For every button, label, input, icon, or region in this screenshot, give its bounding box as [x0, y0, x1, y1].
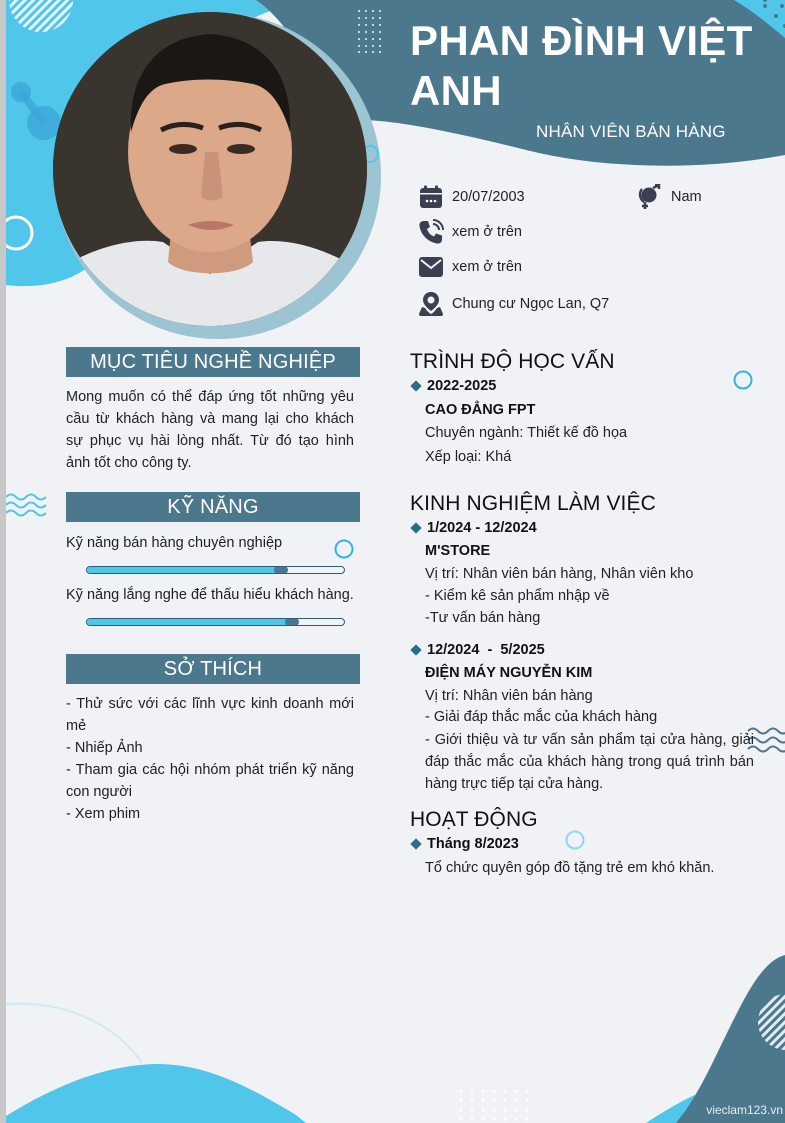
education-line: Xếp loại: Khá	[425, 449, 512, 465]
address-row	[418, 291, 609, 317]
hobbies-heading: SỞ THÍCH	[66, 654, 360, 684]
diamond-bullet-icon	[410, 838, 421, 849]
hobby-item: - Tham gia các hội nhóm phát triển kỹ năng con người	[66, 762, 354, 800]
skill-bar-knob	[285, 618, 299, 626]
email-row	[418, 254, 522, 280]
hobby-item: - Nhiếp Ảnh	[66, 740, 143, 756]
calendar-icon	[418, 184, 444, 210]
watermark: vieclam123.vn	[706, 1103, 783, 1117]
experience-company: ĐIỆN MÁY NGUYỄN KIM	[425, 665, 593, 681]
objective-text: Mong muốn có thể đáp ứng tốt những yêu cầu từ khách hàng và mang lại cho khách sự phục vụ hài lòng nhất. Từ đó tạo hình ảnh tốt cho công ty.	[66, 389, 354, 471]
candidate-name	[410, 16, 770, 116]
activities-heading: HOẠT ĐỘNG	[410, 808, 538, 831]
education-heading: TRÌNH ĐỘ HỌC VẤN	[410, 350, 615, 373]
education-school: CAO ĐẲNG FPT	[425, 402, 536, 418]
experience-company: M'STORE	[425, 543, 491, 559]
hobby-item: - Thử sức với các lĩnh vực kinh doanh mới mẻ	[66, 696, 354, 734]
experience-line: -Tư vấn bán hàng	[425, 610, 541, 626]
skill-label-1: Kỹ năng bán hàng chuyên nghiệp	[66, 535, 283, 551]
experience-period-row	[410, 520, 537, 536]
address-value: Chung cư Ngọc Lan, Q7	[452, 296, 610, 312]
email-value: xem ở trên	[452, 259, 522, 275]
birthday-row	[418, 184, 525, 210]
experience-line: Vị trí: Nhân viên bán hàng	[425, 688, 593, 704]
experience-heading: KINH NGHIỆM LÀM VIỆC	[410, 492, 656, 515]
objective-heading: MỤC TIÊU NGHỀ NGHIỆP	[66, 347, 360, 377]
skill-bar-knob	[274, 566, 288, 574]
experience-period: 12/2024 - 5/2025	[427, 642, 545, 658]
activity-period-row	[410, 836, 519, 852]
skill-label-2: Kỹ năng lắng nghe để thấu hiểu khách hàng.	[66, 587, 354, 603]
gender-icon	[637, 184, 663, 210]
experience-line: - Kiểm kê sản phẩm nhập về	[425, 588, 610, 604]
location-icon	[418, 291, 444, 317]
birthday-value: 20/07/2003	[452, 189, 525, 205]
activity-line: Tổ chức quyên góp đồ tặng trẻ em khó khăn.	[425, 860, 715, 876]
activity-period: Tháng 8/2023	[427, 836, 519, 852]
education-period-row	[410, 378, 496, 394]
diamond-bullet-icon	[410, 644, 421, 655]
skill-bar-fill	[87, 619, 293, 625]
education-period: 2022-2025	[427, 378, 497, 394]
hobbies-list	[66, 693, 354, 825]
skill-bar-1	[86, 566, 345, 574]
phone-icon	[418, 219, 444, 245]
gender-row	[637, 184, 702, 210]
phone-value: xem ở trên	[452, 224, 522, 240]
experience-line: Vị trí: Nhân viên bán hàng, Nhân viên kho	[425, 566, 694, 582]
experience-line: - Giải đáp thắc mắc của khách hàng	[425, 709, 658, 725]
experience-period: 1/2024 - 12/2024	[427, 520, 537, 536]
name-line-1: PHAN ĐÌNH VIỆT	[410, 17, 753, 64]
cv-page	[6, 0, 785, 1123]
profile-photo	[53, 12, 367, 326]
skill-bar-2	[86, 618, 345, 626]
job-title: NHÂN VIÊN BÁN HÀNG	[536, 122, 726, 141]
education-line: Chuyên ngành: Thiết kế đồ họa	[425, 425, 628, 441]
experience-period-row	[410, 642, 545, 658]
phone-row	[418, 219, 522, 245]
diamond-bullet-icon	[410, 522, 421, 533]
skills-heading: KỸ NĂNG	[66, 492, 360, 522]
skill-bar-fill	[87, 567, 282, 573]
name-line-2: ANH	[410, 67, 502, 114]
hobby-item: - Xem phim	[66, 806, 141, 822]
diamond-bullet-icon	[410, 380, 421, 391]
mail-icon	[418, 254, 444, 280]
experience-line: - Giới thiệu và tư vấn sản phẩm tại cửa hàng, giải đáp thắc mắc của khách hàng trong quá trình bán hàng trực tiếp tại cửa hàng.	[425, 732, 754, 792]
gender-value: Nam	[671, 189, 702, 205]
